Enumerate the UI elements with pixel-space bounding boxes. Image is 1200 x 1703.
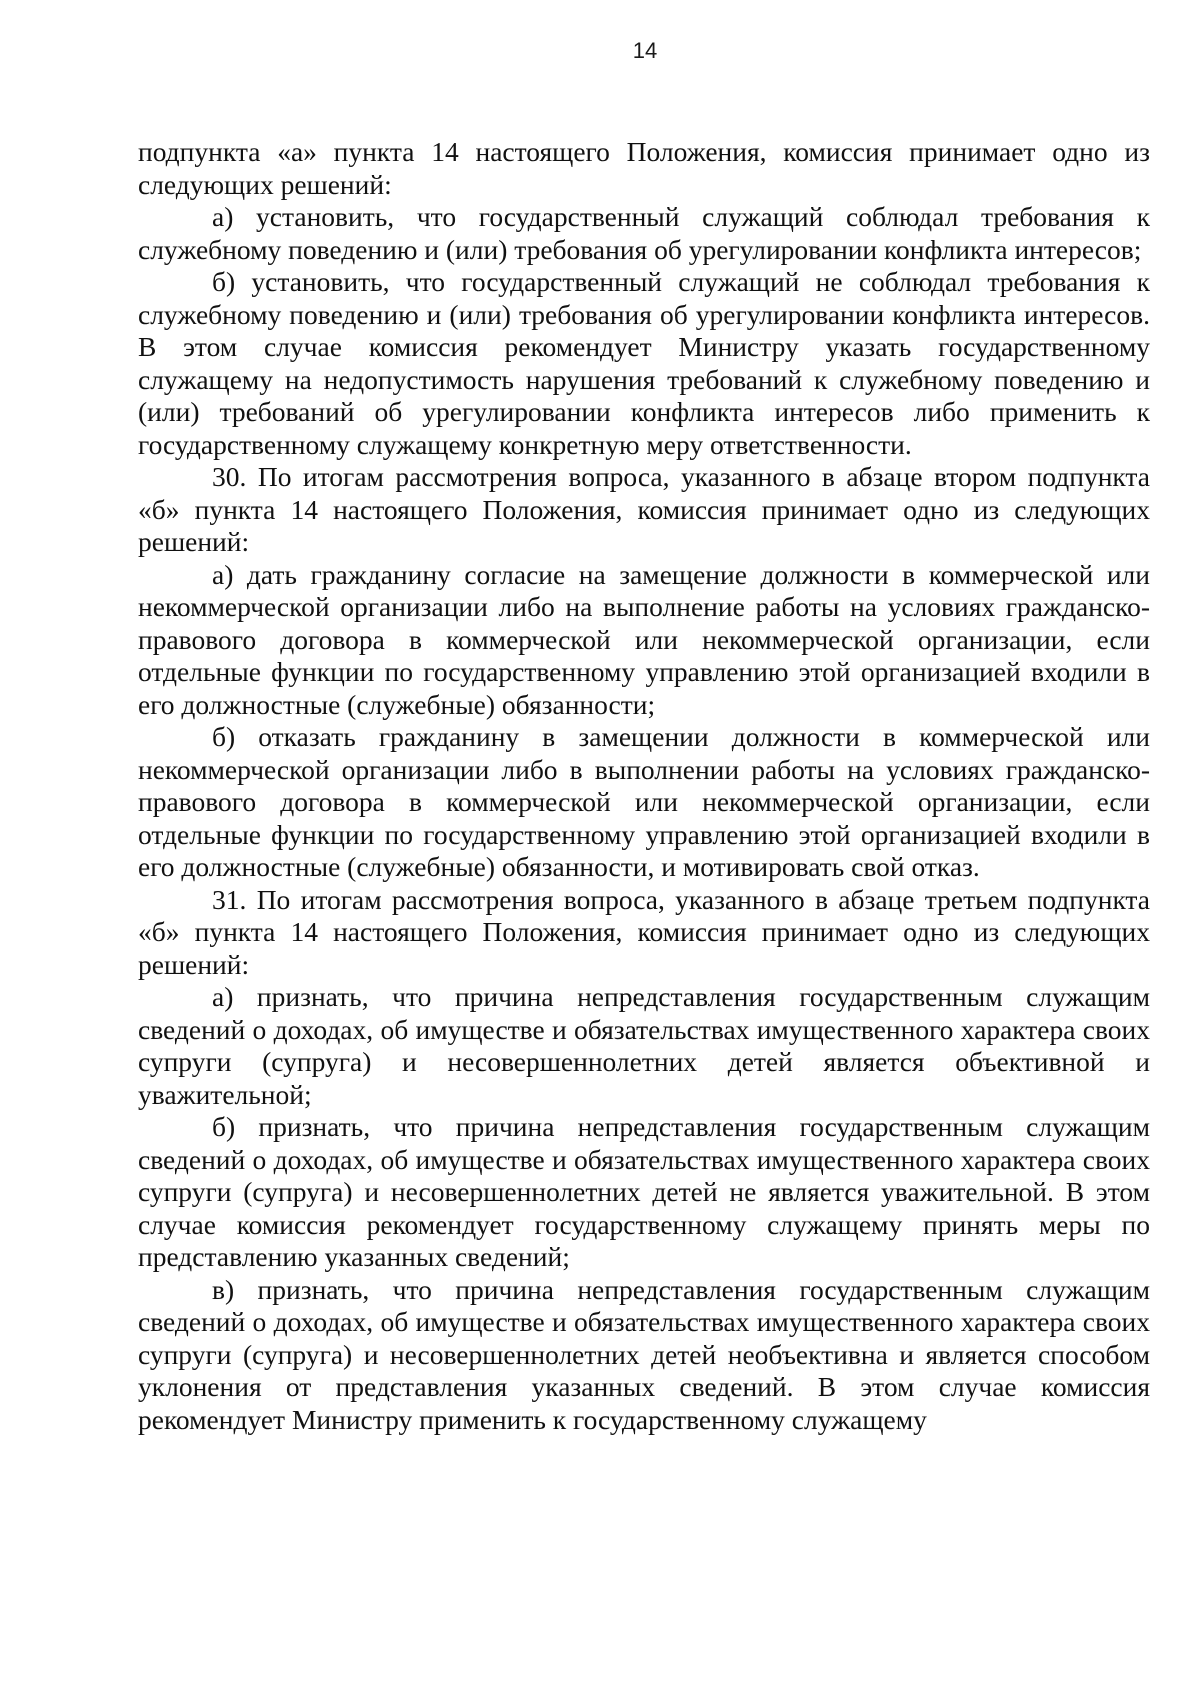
paragraph-item-b-established-noncompliance: б) установить, что государственный служащий не соблюдал требования к служебному поведению и (или) требования об урегулировании конфликта интересов. В этом случае комиссия рекомендует Министру указать государственному служащему на недопустимость нарушения требований к служебному поведению и (или) требований об урегулировании конфликта интересов либо применить к государственному служащему конкретную меру ответственности. bbox=[138, 266, 1150, 460]
paragraph-continuation: подпункта «а» пункта 14 настоящего Положения, комиссия принимает одно из следующих решений: bbox=[138, 136, 1150, 200]
paragraph-clause-30-item-b: б) отказать гражданину в замещении должности в коммерческой или некоммерческой организации либо в выполнении работы на условиях гражданско-правового договора в коммерческой или некоммерческой организации, если отдельные функции по государственному управлению этой организацией входили в его должностные (служебные) обязанности, и мотивировать свой отказ. bbox=[138, 721, 1150, 882]
page-number: 14 bbox=[632, 38, 658, 63]
paragraph-clause-31: 31. По итогам рассмотрения вопроса, указанного в абзаце третьем подпункта «б» пункта 14 настоящего Положения, комиссия принимает одно из следующих решений: bbox=[138, 883, 1150, 980]
paragraph-clause-31-item-b: б) признать, что причина непредставления государственным служащим сведений о доходах, об имуществе и обязательствах имущественного характера своих супруги (супруга) и несовершеннолетних детей не является уважительной. В этом случае комиссия рекомендует государственному служащему принять меры по представлению указанных сведений; bbox=[138, 1111, 1150, 1272]
paragraph-clause-31-item-v: в) признать, что причина непредставления государственным служащим сведений о доходах, об имуществе и обязательствах имущественного характера своих супруги (супруга) и несовершеннолетних детей необъективна и является способом уклонения от представления указанных сведений. В этом случае комиссия рекомендует Министру применить к государственному служащему bbox=[138, 1273, 1150, 1435]
paragraph-clause-31-item-a: а) признать, что причина непредставления государственным служащим сведений о доходах, об имуществе и обязательствах имущественного характера своих супруги (супруга) и несовершеннолетних детей является объективной и уважительной; bbox=[138, 981, 1150, 1110]
paragraph-clause-30-item-a: а) дать гражданину согласие на замещение должности в коммерческой или некоммерческой организации либо на выполнение работы на условиях гражданско-правового договора в коммерческой или некоммерческой организации, если отдельные функции по государственному управлению этой организацией входили в его должностные (служебные) обязанности; bbox=[138, 558, 1150, 720]
document-body bbox=[138, 136, 1150, 1436]
paragraph-clause-30: 30. По итогам рассмотрения вопроса, указанного в абзаце втором подпункта «б» пункта 14 настоящего Положения, комиссия принимает одно из следующих решений: bbox=[138, 461, 1150, 557]
paragraph-item-a-established-compliance: а) установить, что государственный служащий соблюдал требования к служебному поведению и (или) требования об урегулировании конфликта интересов; bbox=[138, 201, 1150, 265]
